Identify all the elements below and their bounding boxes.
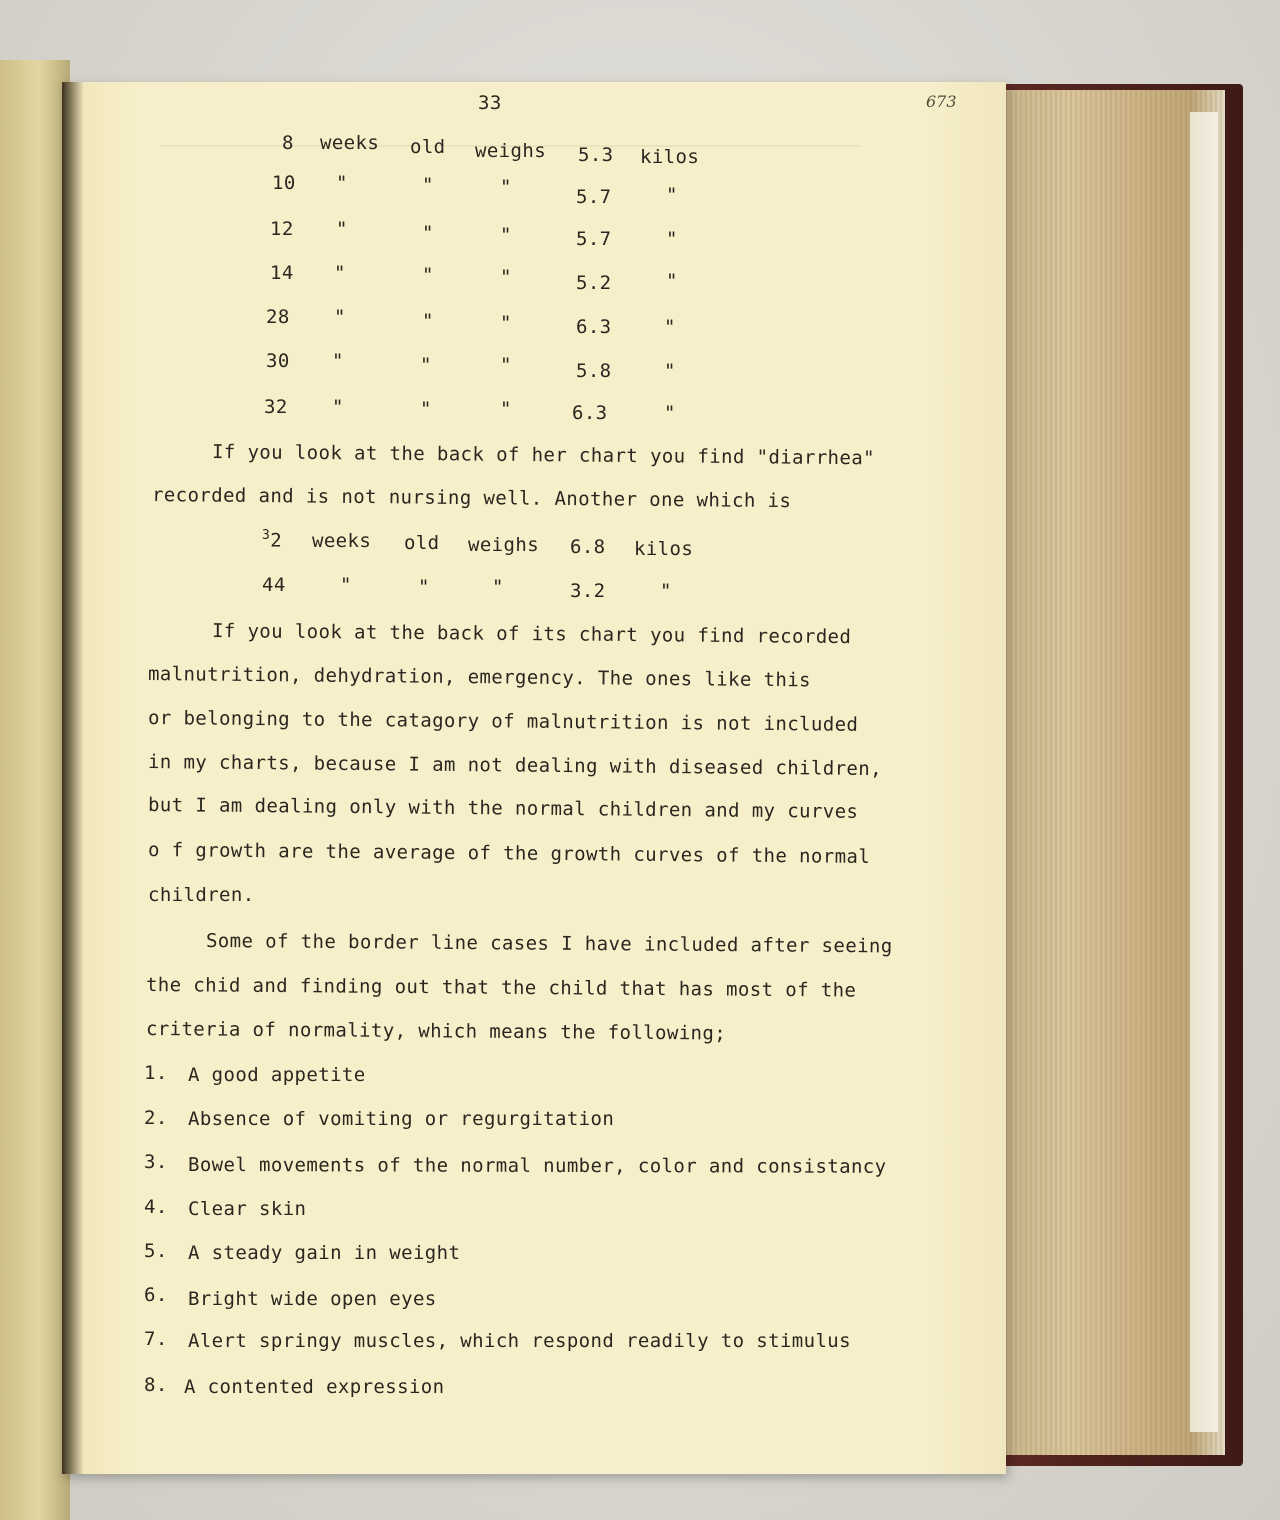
age-cell: 30 — [266, 350, 290, 372]
page-number: 33 — [478, 92, 502, 114]
age-cell: 28 — [266, 306, 290, 328]
paragraph-line: recorded and is not nursing well. Another one which is — [151, 484, 792, 513]
weight-cell: 5.3 — [578, 144, 614, 166]
word-cell: old — [410, 136, 446, 158]
weight-cell: 6.8 — [570, 536, 606, 558]
age-cell: 8 — [282, 132, 294, 154]
unit-cell: weeks — [320, 132, 380, 154]
previous-page-edge — [0, 60, 70, 1520]
ditto-mark: " — [664, 360, 676, 382]
kg-cell: kilos — [640, 146, 700, 168]
verb-cell: weighs — [468, 534, 540, 556]
ditto-mark: " — [336, 218, 348, 240]
ditto-mark: " — [666, 184, 678, 206]
paragraph-line: the chid and finding out that the child that has most of the — [145, 974, 857, 1002]
ditto-mark: " — [492, 576, 504, 598]
list-text: A good appetite — [188, 1064, 366, 1086]
age-cell: $^3$2 — [262, 528, 283, 552]
age-cell: 14 — [270, 262, 294, 284]
age-cell: 12 — [270, 218, 294, 240]
ditto-mark: " — [332, 350, 344, 372]
ditto-mark: " — [666, 228, 678, 250]
list-text: Clear skin — [188, 1198, 307, 1220]
gutter-shadow — [62, 82, 84, 1474]
weight-cell: 5.7 — [576, 186, 612, 208]
paragraph-line: malnutrition, dehydration, emergency. The ones like this — [147, 663, 812, 692]
ditto-mark: " — [500, 398, 512, 420]
ditto-mark: " — [420, 354, 432, 376]
paragraph-line: Some of the border line cases I have included after seeing — [205, 930, 893, 958]
ditto-mark: " — [422, 310, 434, 332]
list-number: 5. — [144, 1240, 168, 1262]
ditto-mark: " — [500, 224, 512, 246]
age-cell: 32 — [264, 396, 288, 418]
paragraph-line: o f growth are the average of the growth curves of the normal — [147, 839, 871, 868]
ditto-mark: " — [340, 574, 352, 596]
weight-cell: 6.3 — [576, 316, 612, 338]
weight-cell: 5.8 — [576, 360, 612, 382]
ditto-mark: " — [334, 262, 346, 284]
paragraph-line: criteria of normality, which means the following; — [145, 1018, 727, 1045]
weight-cell: 5.2 — [576, 272, 612, 294]
ditto-mark: " — [418, 576, 430, 598]
list-number: 7. — [144, 1328, 168, 1350]
ditto-mark: " — [422, 222, 434, 244]
word-cell: old — [404, 532, 440, 554]
ditto-mark: " — [336, 172, 348, 194]
weight-cell: 6.3 — [572, 402, 608, 424]
archive-number: 673 — [926, 92, 957, 111]
weight-cell: 3.2 — [570, 580, 606, 602]
list-text: A steady gain in weight — [188, 1242, 461, 1264]
unit-cell: weeks — [312, 530, 372, 552]
paragraph-line: If you look at the back of her chart you find "diarrhea" — [211, 441, 876, 470]
list-number: 2. — [144, 1107, 168, 1129]
list-number: 4. — [144, 1196, 168, 1218]
paragraph-line: or belonging to the catagory of malnutrition is not included — [147, 707, 859, 736]
ditto-mark: " — [500, 266, 512, 288]
paragraph-line: in my charts, because I am not dealing with diseased children, — [147, 751, 883, 781]
age-cell: 44 — [262, 574, 286, 596]
list-number: 8. — [144, 1374, 168, 1396]
page-block-light-edge — [1190, 112, 1218, 1432]
list-text: Alert springy muscles, which respond readily to stimulus — [188, 1330, 851, 1352]
paragraph-line: children. — [148, 884, 255, 906]
list-text: Bright wide open eyes — [188, 1288, 437, 1310]
list-number: 6. — [144, 1284, 168, 1306]
list-number: 3. — [144, 1151, 168, 1173]
weight-cell: 5.7 — [576, 228, 612, 250]
ditto-mark: " — [660, 580, 672, 602]
ditto-mark: " — [500, 176, 512, 198]
ditto-mark: " — [332, 396, 344, 418]
list-number: 1. — [144, 1062, 168, 1084]
ditto-mark: " — [664, 316, 676, 338]
age-cell: 10 — [272, 172, 296, 194]
list-text: Bowel movements of the normal number, color and consistancy — [187, 1154, 887, 1178]
ditto-mark: " — [666, 270, 678, 292]
ditto-mark: " — [334, 306, 346, 328]
ditto-mark: " — [420, 398, 432, 420]
ditto-mark: " — [500, 354, 512, 376]
ditto-mark: " — [422, 264, 434, 286]
list-text: Absence of vomiting or regurgitation — [188, 1108, 615, 1130]
verb-cell: weighs — [475, 140, 547, 162]
paragraph-line: If you look at the back of its chart you find recorded — [211, 620, 852, 649]
kg-cell: kilos — [634, 538, 694, 560]
paragraph-line: but I am dealing only with the normal children and my curves — [147, 794, 859, 823]
list-text: A contented expression — [184, 1376, 445, 1398]
ditto-mark: " — [500, 312, 512, 334]
ditto-mark: " — [664, 402, 676, 424]
ditto-mark: " — [422, 174, 434, 196]
